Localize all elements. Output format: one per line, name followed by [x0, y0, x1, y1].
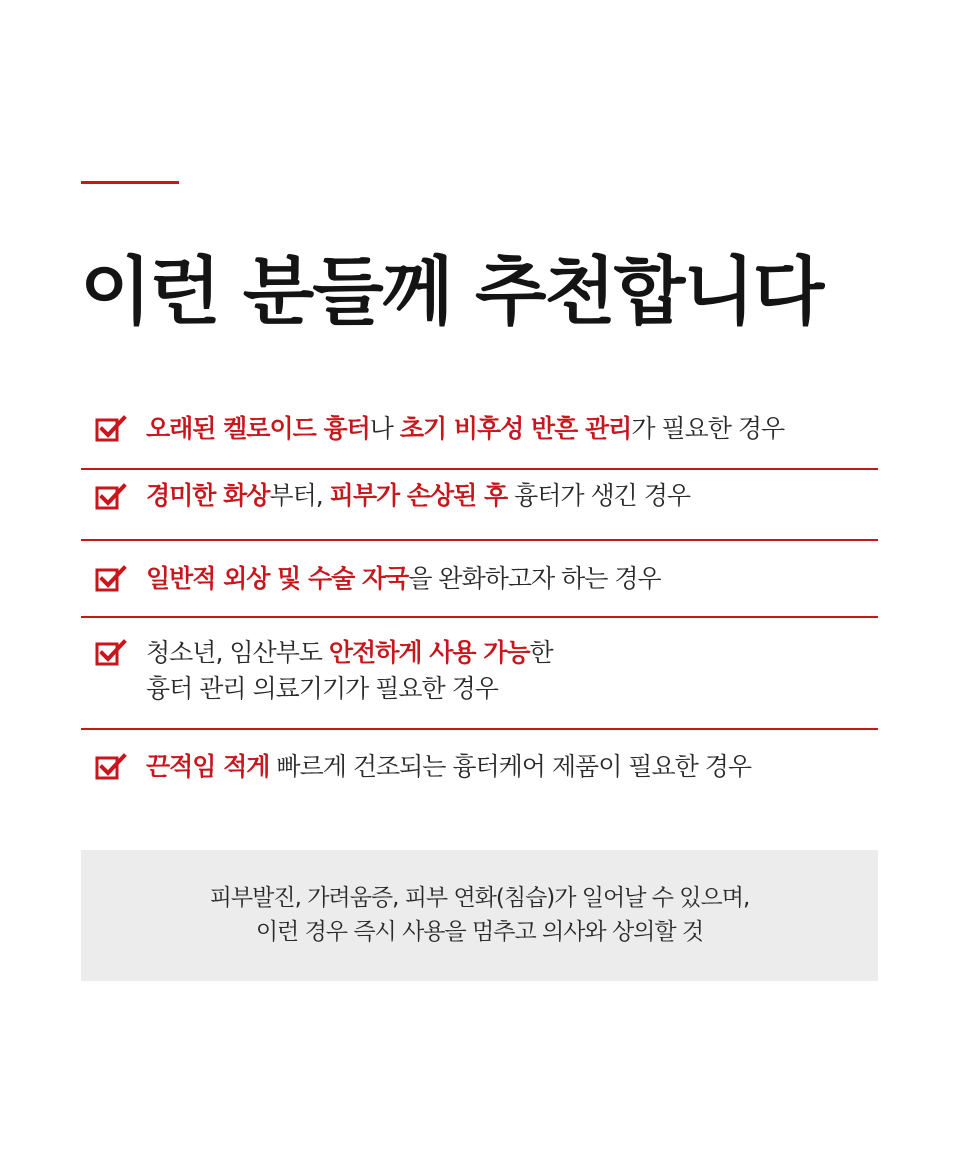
checkbox-checked-icon: [95, 565, 127, 593]
notice-line-2: 이런 경우 즉시 사용을 멈추고 의사와 상의할 것: [255, 919, 704, 945]
checkbox-checked-icon: [95, 483, 127, 511]
notice-line-1: 피부발진, 가려움증, 피부 연화(침습)가 일어날 수 있으며,: [209, 885, 750, 911]
recommendation-item-1: [81, 397, 878, 470]
recommendation-text: 청소년, 임산부도 안전하게 사용 가능한 흉터 관리 의료기기가 필요한 경우: [146, 638, 553, 703]
notice-box: [81, 850, 878, 981]
accent-bar: [81, 181, 179, 184]
recommendation-list: [81, 397, 878, 810]
checkbox-checked-icon: [95, 639, 127, 667]
recommendation-item-5: [81, 730, 878, 810]
checkbox-checked-icon: [95, 415, 127, 443]
recommendation-item-4: [81, 618, 878, 730]
recommendation-item-2: [81, 470, 878, 541]
checkbox-checked-icon: [95, 753, 127, 781]
recommendation-text: 오래된 켈로이드 흉터나 초기 비후성 반흔 관리가 필요한 경우: [146, 414, 785, 443]
recommendation-text: 끈적임 적게 빠르게 건조되는 흉터케어 제품이 필요한 경우: [146, 752, 752, 781]
recommendation-item-3: [81, 541, 878, 618]
page-title: 이런 분들께 추천합니다: [80, 249, 823, 335]
recommendation-text: 경미한 화상부터, 피부가 손상된 후 흉터가 생긴 경우: [146, 481, 691, 510]
recommendation-text: 일반적 외상 및 수술 자국을 완화하고자 하는 경우: [146, 564, 661, 593]
